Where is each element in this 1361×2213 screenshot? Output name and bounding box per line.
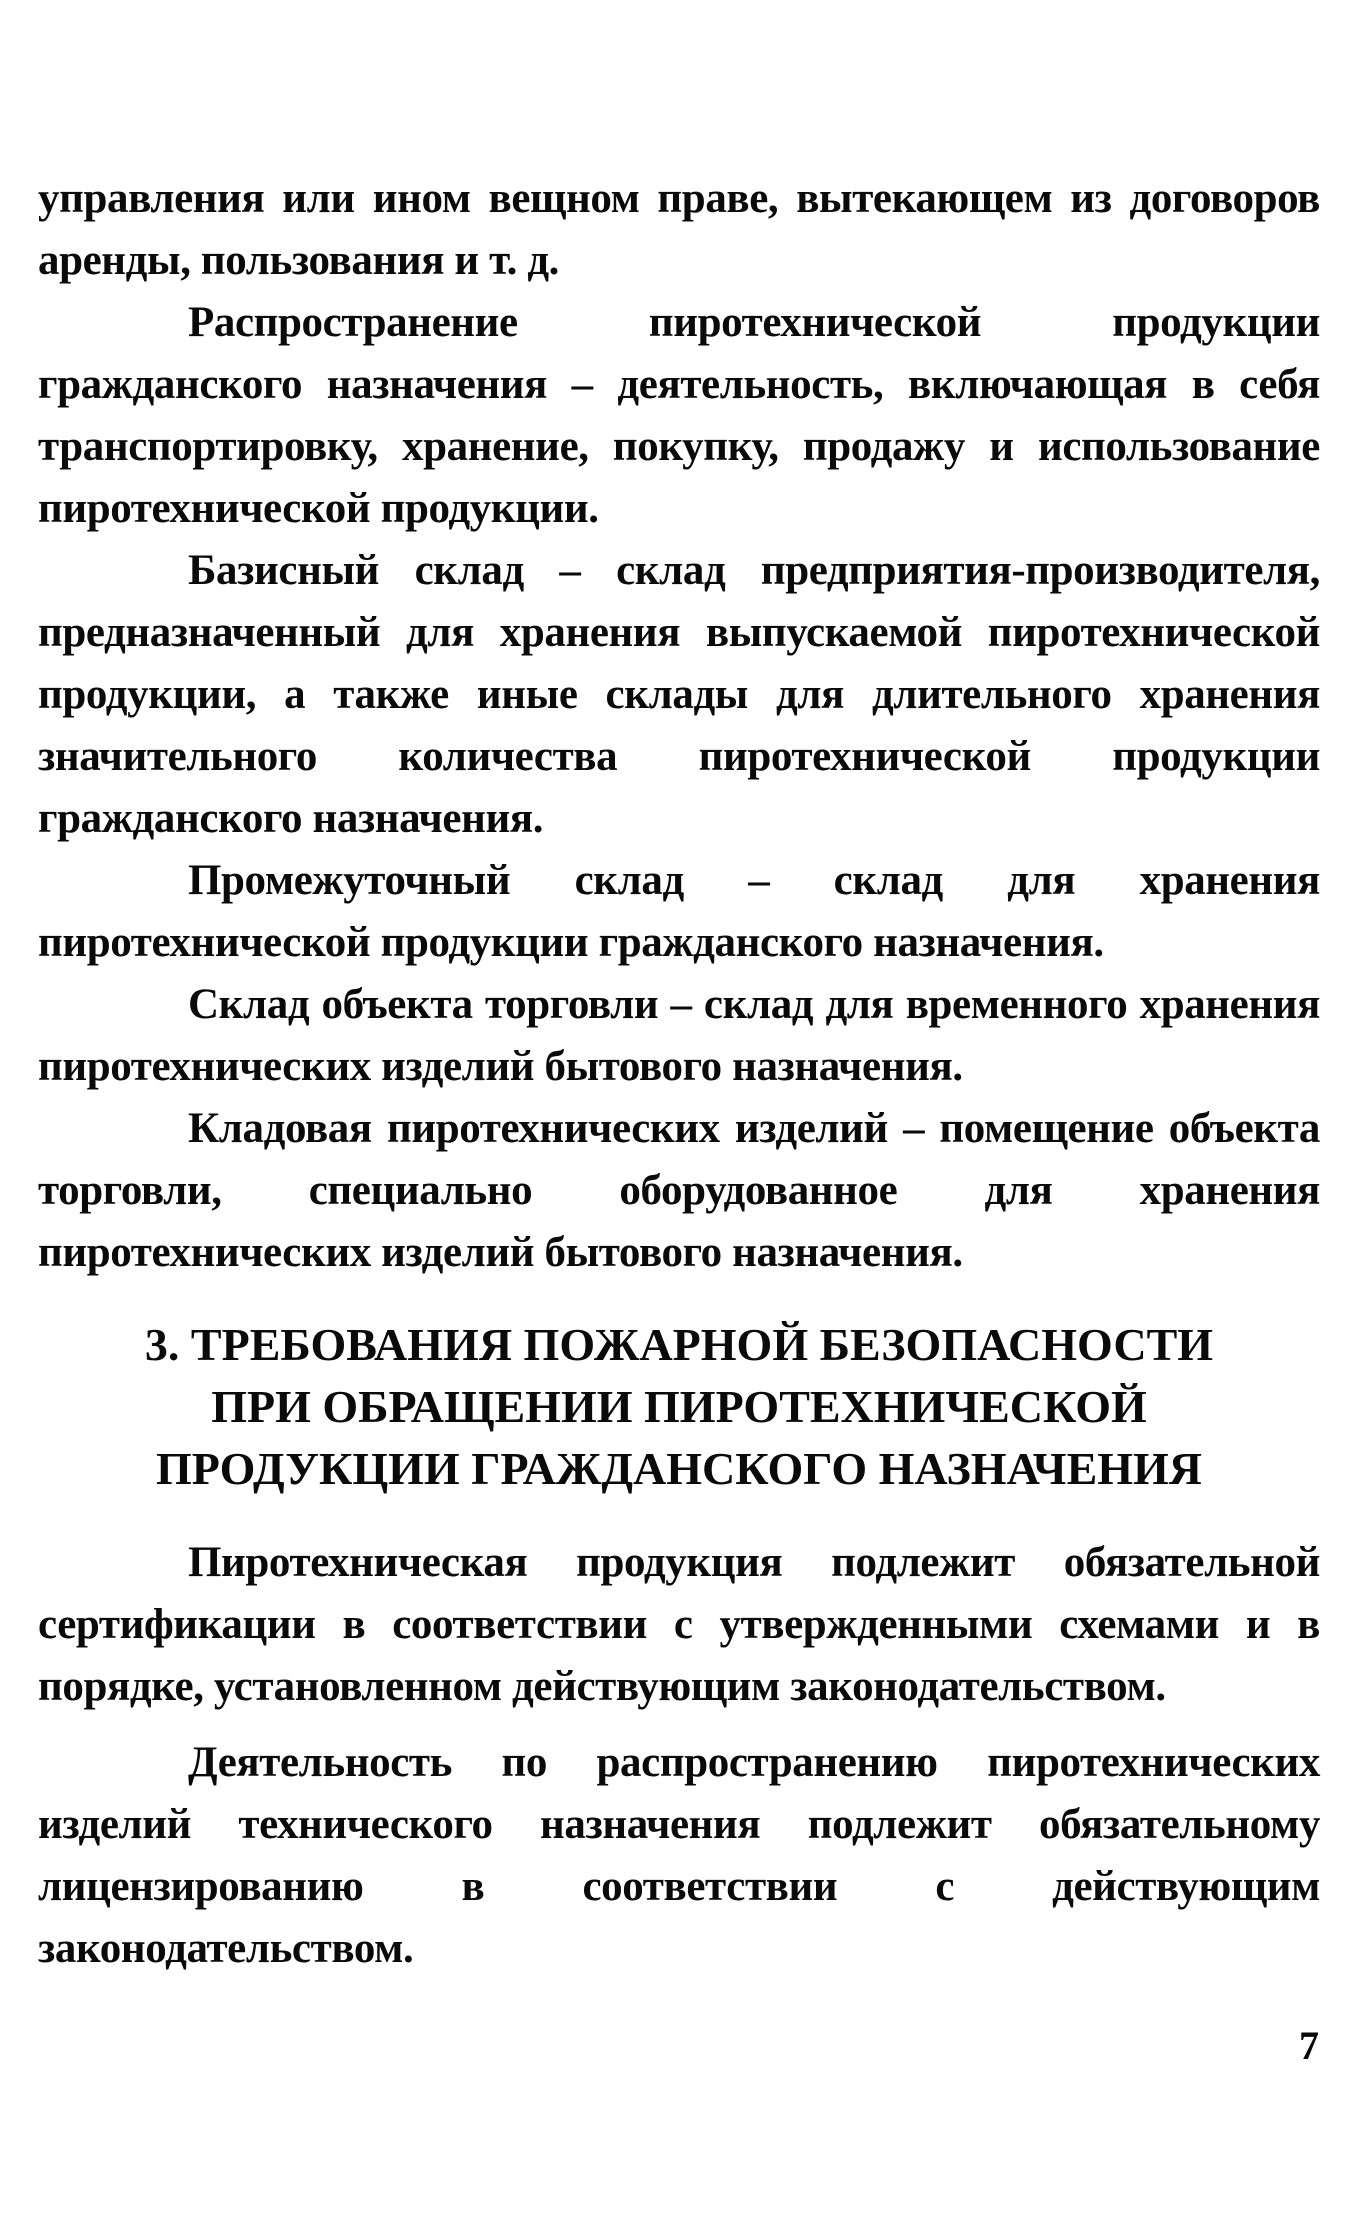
definition-distribution [38, 292, 1320, 540]
section-heading [38, 1314, 1320, 1500]
definition-text: – склад предприятия-производителя, предназначенный для хранения выпускаемой пиротехнической продукции, а также иные склады для длительного хранения значительного количества пиротехнической продукции гражданского назначения. [38, 547, 1320, 842]
definition-term: Кладовая пиротехнических изделий [188, 1105, 888, 1152]
paragraph-certification [38, 1532, 1320, 1718]
definition-base-warehouse [38, 540, 1320, 850]
definition-text: – деятельность, включающая в себя транспортировку, хранение, покупку, продажу и использование пиротехнической продукции. [38, 361, 1320, 532]
paragraph-licensing [38, 1732, 1320, 1980]
page-content [38, 168, 1320, 1980]
page-number: 7 [1299, 2023, 1319, 2068]
definition-intermediate-warehouse [38, 850, 1320, 974]
paragraph-text: Пиротехническая продукция подлежит обязательной сертификации в соответствии с утвержденными схемами и в порядке, установленном действующим законодательством. [38, 1539, 1320, 1710]
definition-text: – склад для временного хранения пиротехнических изделий бытового назначения. [38, 981, 1320, 1090]
definition-text: – склад для хранения пиротехнической продукции гражданского назначения. [38, 857, 1320, 966]
definition-trade-warehouse [38, 974, 1320, 1098]
definition-term: Промежуточный склад [188, 857, 684, 904]
paragraph-text: Деятельность по распространению пиротехнических изделий технического назначения подлежит обязательному лицензированию в соответствии с действующим законодательством. [38, 1739, 1320, 1972]
definition-term: Распространение пиротехнической продукции гражданского назначения [38, 299, 1320, 408]
paragraph-continuation [38, 168, 1320, 292]
heading-line-2: ПРИ ОБРАЩЕНИИ ПИРОТЕХНИЧЕСКОЙ [211, 1381, 1147, 1432]
paragraph-text: управления или ином вещном праве, вытекающем из договоров аренды, пользования и т. д. [38, 175, 1320, 284]
definition-term: Склад объекта торговли [188, 981, 659, 1028]
heading-line-1: 3. ТРЕБОВАНИЯ ПОЖАРНОЙ БЕЗОПАСНОСТИ [144, 1319, 1214, 1370]
definition-text: – помещение объекта торговли, специально оборудованное для хранения пиротехнических изделий бытового назначения. [38, 1105, 1320, 1276]
definition-term: Базисный склад [188, 547, 524, 594]
definition-storeroom [38, 1098, 1320, 1284]
heading-line-3: ПРОДУКЦИИ ГРАЖДАНСКОГО НАЗНАЧЕНИЯ [155, 1443, 1203, 1494]
paragraph-gap [38, 1718, 1320, 1732]
